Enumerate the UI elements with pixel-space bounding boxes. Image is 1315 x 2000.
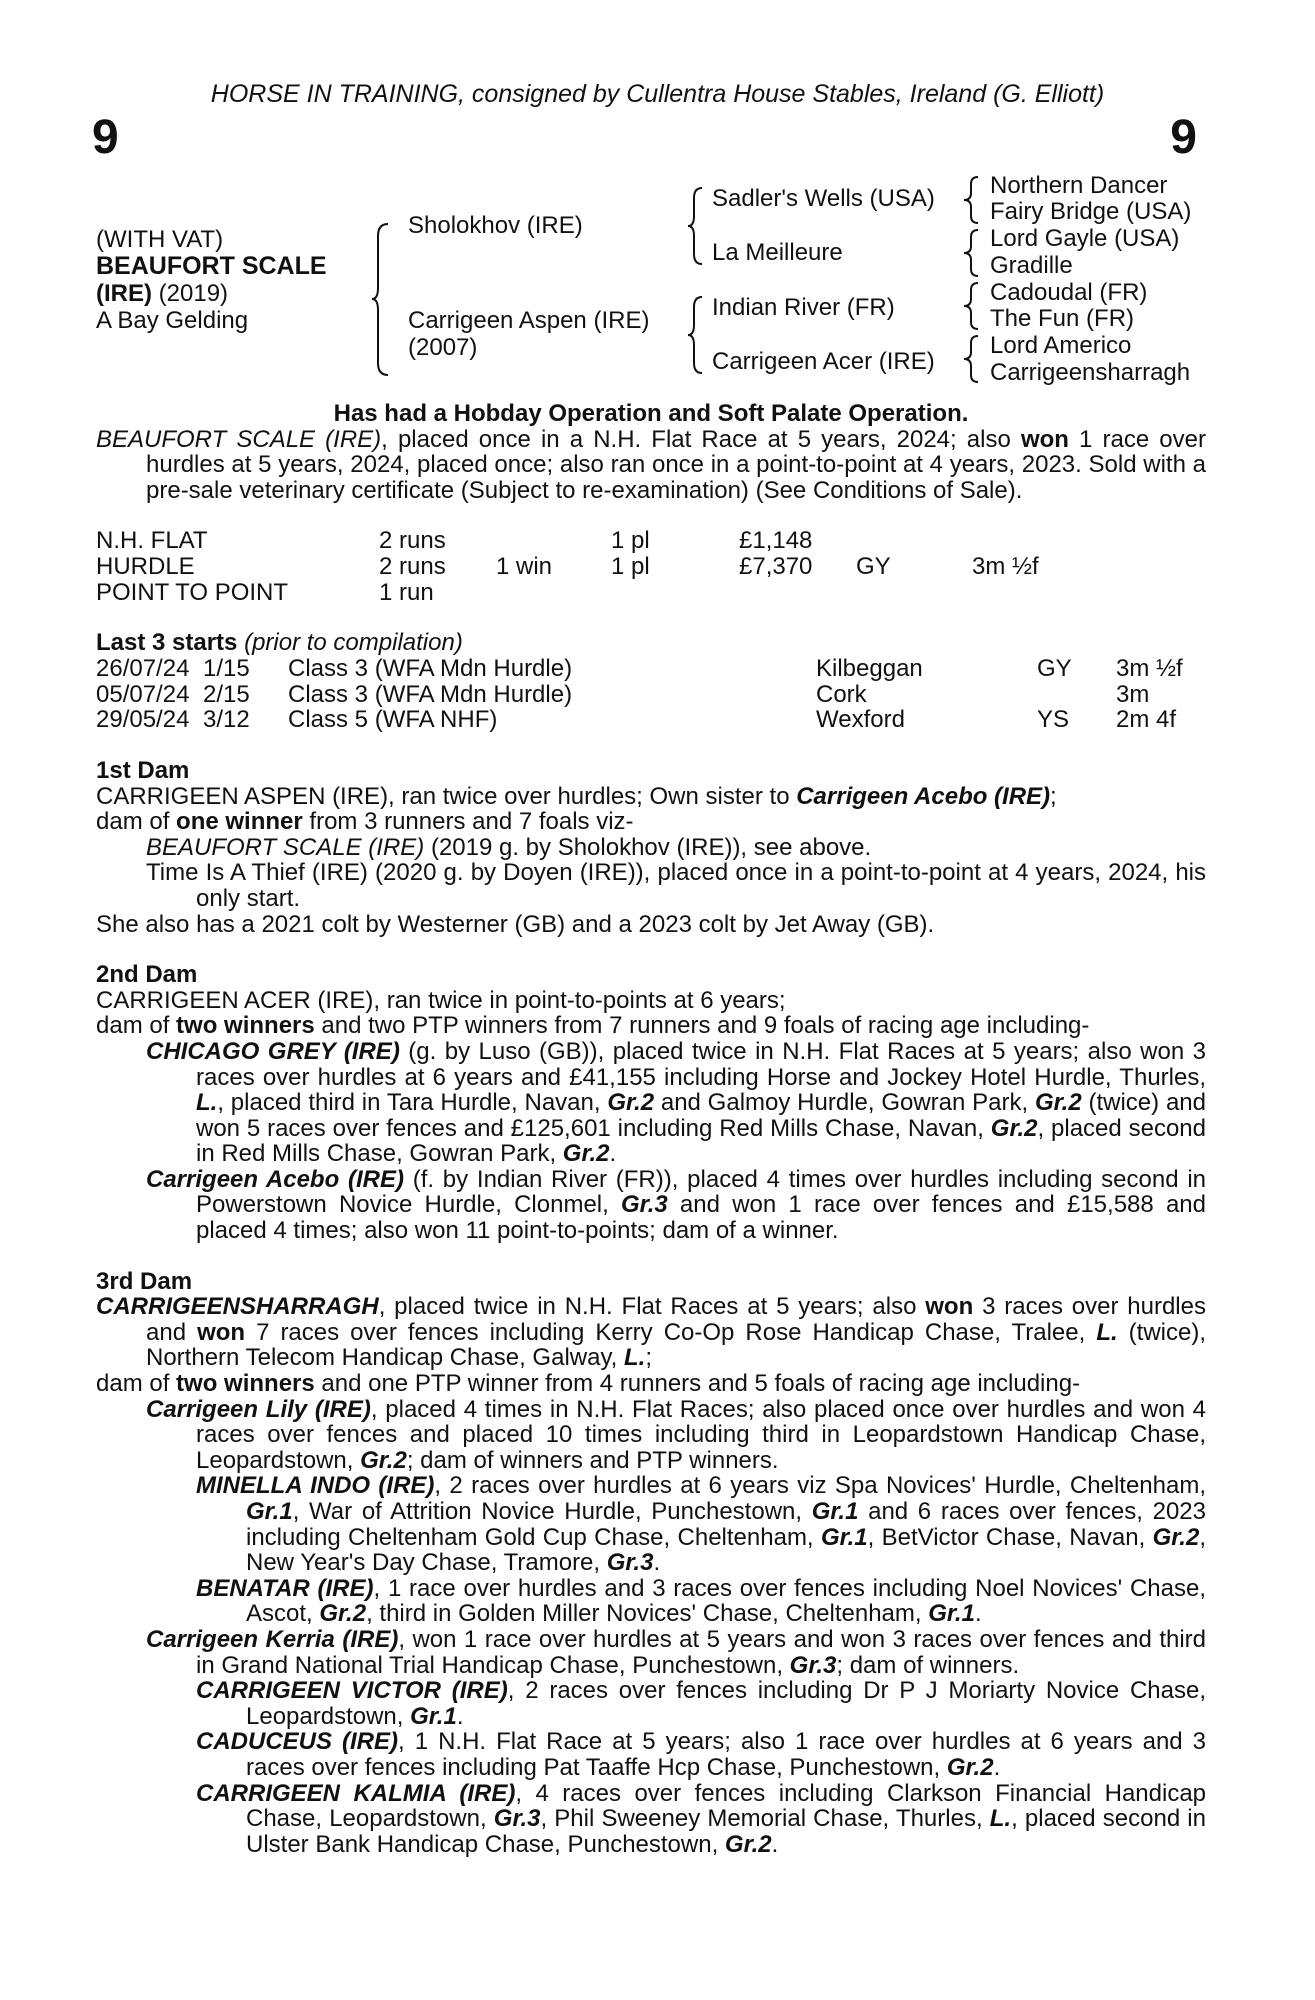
start-course: Kilbeggan <box>816 654 923 682</box>
gg-dsd: The Fun (FR) <box>990 305 1135 332</box>
start-position: 2/15 <box>203 680 250 708</box>
produce-entry: Carrigeen Lily (IRE), placed 4 times in N.H. Flat Races; also placed once over hurdles and won 4 races over fences and placed 10 times including third in Leopardstown Handicap Chase, Leopardstown, Gr.2; dam of winners and PTP winners. <box>146 1395 1207 1474</box>
gg-sds: Lord Gayle (USA) <box>990 225 1180 252</box>
last-3-starts <box>96 630 1206 733</box>
catalogue-body <box>96 401 1206 1857</box>
grand-produce-entry: CADUCEUS (IRE), 1 N.H. Flat Race at 5 years; also 1 race over hurdles at 6 years and 3 races over fences including Pat Taaffe Hcp Chase, Punchestown, Gr.2. <box>196 1728 1207 1781</box>
pedigree-brace-sd <box>962 228 982 278</box>
record-earnings: £7,370 <box>739 552 813 580</box>
start-position: 3/12 <box>203 706 250 734</box>
race-summary: BEAUFORT SCALE (IRE), placed once in a N.H. Flat Race at 5 years, 2024; also won 1 race over hurdles at 5 years, 2024, placed once; also ran once in a point-to-point at 4 years, 2023. Sold with a pre-sale veterinary certificate (Subject to re-examination) (See Conditions of Sale). <box>96 425 1206 504</box>
pedigree-brace-main <box>370 222 392 377</box>
start-course: Cork <box>816 680 867 708</box>
section-title: 3rd Dam <box>96 1267 193 1295</box>
horse-vat: (WITH VAT) <box>96 226 224 253</box>
record-earnings: £1,148 <box>739 527 813 555</box>
start-date: 26/07/24 <box>96 654 190 682</box>
record-type: HURDLE <box>96 552 195 580</box>
gg-ssd: Fairy Bridge (USA) <box>990 198 1192 225</box>
record-runs: 1 run <box>379 578 434 606</box>
record-going: GY <box>856 552 891 580</box>
section-title: 1st Dam <box>96 756 190 784</box>
produce-entry: Carrigeen Kerria (IRE), won 1 race over hurdles at 5 years and won 3 races over fences and third in Grand National Trial Handicap Chase, Punchestown, Gr.3; dam of winners. <box>146 1625 1207 1679</box>
grand-produce-entry: BENATAR (IRE), 1 race over hurdles and 3 races over fences including Noel Novices' Chase, Ascot, Gr.2, third in Golden Miller Novices' Chase, Cheltenham, Gr.1. <box>196 1574 1206 1628</box>
dam-produce-summary: dam of two winners and two PTP winners from 7 runners and 9 foals of racing age including- <box>96 1012 1090 1040</box>
dam-description: CARRIGEEN ASPEN (IRE), ran twice over hurdles; Own sister to Carrigeen Acebo (IRE); <box>96 782 1057 810</box>
dam-sire: Indian River (FR) <box>712 294 895 321</box>
produce-entry: BEAUFORT SCALE (IRE) (2019 g. by Sholokhov (IRE)), see above. <box>146 833 872 861</box>
dam-year: (2007) <box>408 334 478 361</box>
start-race: Class 5 (WFA NHF) <box>288 706 498 734</box>
dam-description: CARRIGEENSHARRAGH, placed twice in N.H. Flat Races at 5 years; also won 3 races over hurdles and won 7 races over fences including Kerry Co-Op Rose Handicap Chase, Tralee, L. (twice), Northern Telecom Handicap Chase, Galway, L.; <box>96 1293 1206 1372</box>
sire-sire: Sadler's Wells (USA) <box>712 185 935 212</box>
grand-produce-entry: MINELLA INDO (IRE), 2 races over hurdles at 6 years viz Spa Novices' Hurdle, Cheltenham, Gr.1, War of Attrition Novice Hurdle, Punchestown, Gr.1 and 6 races over fences, 2023 including Cheltenham Gold Cup Chase, Cheltenham, Gr.1, BetVictor Chase, Navan, Gr.2, New Year's Day Chase, Tramore, Gr.3. <box>196 1472 1206 1577</box>
last-3-note: (prior to compilation) <box>244 629 463 657</box>
pedigree-brace-ds <box>962 281 982 331</box>
lot-number-left: 9 <box>92 111 119 164</box>
dam-produce-summary: dam of one winner from 3 runners and 7 foals viz- <box>96 808 634 836</box>
grand-produce-entry: CARRIGEEN VICTOR (IRE), 2 races over fences including Dr P J Moriarty Novice Chase, Leopardstown, Gr.1. <box>196 1677 1207 1730</box>
dam-dam: Carrigeen Acer (IRE) <box>712 348 935 375</box>
grand-produce-entry: CARRIGEEN KALMIA (IRE), 4 races over fences including Clarkson Financial Handicap Chase, Leopardstown, Gr.3, Phil Sweeney Memorial Chase, Thurles, L., placed second in Ulster Bank Handicap Chase, Punchestown, Gr.2. <box>196 1779 1207 1858</box>
race-record-table <box>96 528 1206 605</box>
record-type: POINT TO POINT <box>96 578 289 606</box>
produce-entry: CHICAGO GREY (IRE) (g. by Luso (GB)), placed twice in N.H. Flat Races at 5 years; also won 3 races over hurdles at 6 years and £41,155 including Horse and Jockey Hotel Hurdle, Thurles, L., placed third in Tara Hurdle, Navan, Gr.2 and Galmoy Hurdle, Gowran Park, Gr.2 (twice) and won 5 races over fences and £125,601 including Red Mills Chase, Navan, Gr.2, placed second in Red Mills Chase, Gowran Park, Gr.2. <box>146 1037 1206 1168</box>
gg-dss: Cadoudal (FR) <box>990 279 1148 306</box>
pedigree-brace-ss <box>962 175 982 225</box>
start-date: 29/05/24 <box>96 706 190 734</box>
second-dam-section <box>96 962 1206 1244</box>
record-runs: 2 runs <box>379 552 446 580</box>
start-race: Class 3 (WFA Mdn Hurdle) <box>288 654 573 682</box>
start-distance: 3m <box>1116 680 1150 708</box>
dam: Carrigeen Aspen (IRE) <box>408 307 650 334</box>
record-runs: 2 runs <box>379 527 446 555</box>
start-date: 05/07/24 <box>96 680 190 708</box>
start-position: 1/15 <box>203 654 250 682</box>
horse-name: BEAUFORT SCALE <box>96 252 327 280</box>
horse-description: A Bay Gelding <box>96 307 249 334</box>
section-title: 2nd Dam <box>96 961 198 989</box>
start-distance: 2m 4f <box>1116 706 1177 734</box>
dam-foals-note: She also has a 2021 colt by Westerner (GB) and a 2023 colt by Jet Away (GB). <box>96 910 935 938</box>
lot-number-right: 9 <box>1170 111 1197 164</box>
first-dam-section <box>96 758 1206 937</box>
last-3-title: Last 3 starts <box>96 629 238 657</box>
dam-description: CARRIGEEN ACER (IRE), ran twice in point-to-points at 6 years; <box>96 986 786 1014</box>
horse-name-line2: (IRE) (2019) <box>96 280 229 307</box>
gg-sdd: Gradille <box>990 252 1073 279</box>
record-placed: 1 pl <box>611 552 650 580</box>
start-going: YS <box>1037 706 1070 734</box>
sire: Sholokhov (IRE) <box>408 212 583 239</box>
page-header: HORSE IN TRAINING, consigned by Cullentra House Stables, Ireland (G. Elliott) <box>210 80 1105 108</box>
produce-entry: Carrigeen Acebo (IRE) (f. by Indian River (FR)), placed 4 times over hurdles including second in Powerstown Novice Hurdle, Clonmel, Gr.3 and won 1 race over fences and £15,588 and placed 4 times; also won 11 point-to-points; dam of a winner. <box>146 1165 1206 1245</box>
gg-dds: Lord Americo <box>990 332 1132 359</box>
third-dam-section <box>96 1269 1206 1858</box>
start-going: GY <box>1037 654 1072 682</box>
start-distance: 3m ½f <box>1116 654 1183 682</box>
start-race: Class 3 (WFA Mdn Hurdle) <box>288 680 573 708</box>
record-placed: 1 pl <box>611 527 650 555</box>
last-3-table <box>96 656 1206 733</box>
gg-sss: Northern Dancer <box>990 172 1168 199</box>
start-course: Wexford <box>816 706 905 734</box>
dam-produce-summary: dam of two winners and one PTP winner from 4 runners and 5 foals of racing age including- <box>96 1370 1081 1398</box>
gg-ddd: Carrigeensharragh <box>990 359 1191 386</box>
pedigree-brace-dd <box>962 334 982 384</box>
operation-notice: Has had a Hobday Operation and Soft Palate Operation. <box>333 400 969 427</box>
record-wins: 1 win <box>496 552 553 580</box>
sire-dam: La Meilleure <box>712 239 843 266</box>
record-type: N.H. FLAT <box>96 527 208 555</box>
pedigree-brace-dam <box>686 295 706 375</box>
produce-entry: Time Is A Thief (IRE) (2020 g. by Doyen (IRE)), placed once in a point-to-point at 4 years, 2024, his only start. <box>146 859 1206 912</box>
pedigree-brace-sire <box>686 186 706 266</box>
record-distance: 3m ½f <box>972 552 1039 580</box>
